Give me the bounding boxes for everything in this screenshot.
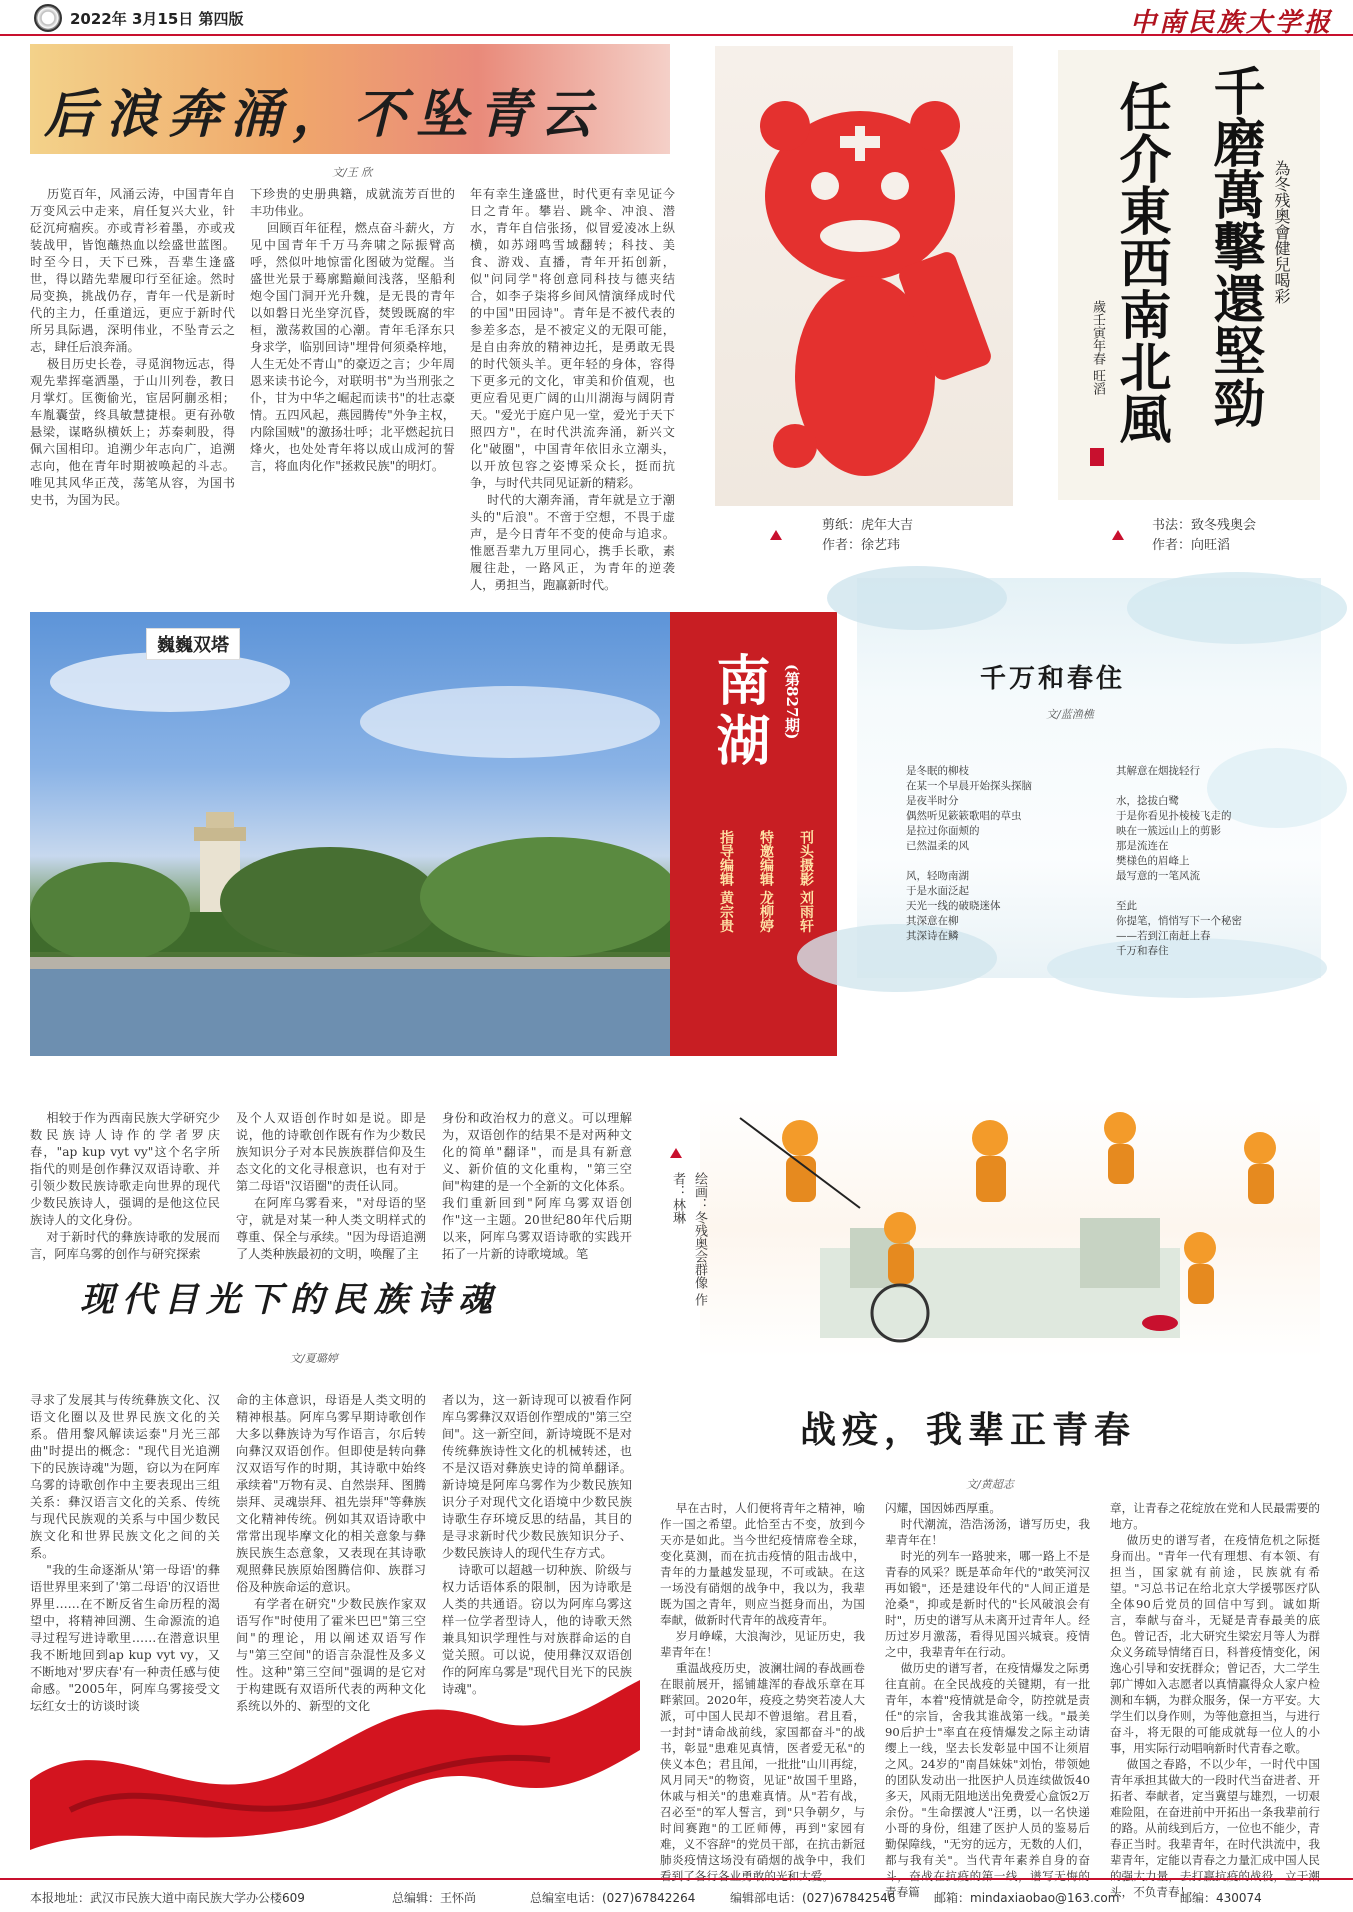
article2-column-5: 命的主体意识，母语是人类文明的精神根基。阿库乌雾早期诗歌创作大多以彝族诗为写作语言，尔后转向彝汉双语创作。但即使是转向彝汉双语写作的时期，其诗歌中始终承续着"万物有灵、自然崇拜、图腾崇拜、灵魂崇拜、祖先崇拜"等彝族文化精神传统。例如其双语诗歌中常常出现毕摩文化的相关意象与彝族民族生态意象，又表现在其诗歌观照彝民族原始图腾信仰、族群习俗及种族命运的意识。 有学者在研究"少数民族作家双语写作"时使用了霍米巴巴"第三空间"的理论，用以阐述双语写作与"第三空间"的语言杂混性及多义性。这种"第三空间"强调的是它对于构建既有双语所代表的两种文化系统以外的、新型的文化: [236, 1393, 427, 1713]
article3-column-3: 章，让青春之花绽放在党和人民最需要的地方。 做历史的谱写者，在疫情危机之际挺身而出。"青年一代有理想、有本领、有担当，国家就有前途，民族就有希望。"习总书记在给北京大学援鄂医疗队全体90后党员的回信中写到。诚如斯言，奉献与奋斗，无疑是青春最美的底色。曾记否，北大研究生梁宏月等人为群众义务疏导情绪百日，科普疫情变化，闲逸心引导和安抚群众；曾记否，大二学生郭广博如入志愿者以真情赢得众人家户检测和车辆，为群众服务，保一方平安。大学生们以身作则，为等他意担当，与进行奋斗，将无限的可能成就每一位人的小事，用实际行动唱响新时代青春之歌。 做国之春路，不以少年，一时代中国青年承担其做大的一段时代当奋进者、开拓者、奉献者，定当冀望与雄烈，一切艰难险阻，在奋进前中开拓出一条我辈前行的路。从前线到后方，一位也不能少，青春正当时。我辈青年，在时代洪流中，我辈青年，定能以青春之力量汇成中国人民的强大力量，去打赢抗疫的战役，立于潮头，不负青春！: [1110, 1501, 1320, 1899]
article2-column-3: 身份和政治权力的意义。可以理解为，双语创作的结果不是对两种文化的简单"翻译"，而是具有新意义、新价值的文化重构，"第三空间"构建的是一个全新的文化体系。我们重新回到"阿库乌雾双语创作"这一主题。20世纪80年代后期以来，阿库乌雾双语诗歌的实践开拓了一片新的诗歌境域。笔: [442, 1111, 632, 1261]
page-footer: [0, 1878, 1353, 1912]
calligraphy-inscription: 為冬残奧會健兒喝彩: [1272, 160, 1291, 304]
article2-column-6: 者以为，这一新诗现可以被看作阿库乌雾彝汉双语创作塑成的"第三空间"。这一新空间，新诗境既不是对传统彝族诗性文化的机械转述，也不是汉语对彝族史诗的简单翻译。新诗境是阿库乌雾作为少数民族知识分子对现代文化语境中少数民族诗歌生存环境反思的结晶，其目的是寻求新时代少数民族知识分子、少数民族诗人的现代生存方式。 诗歌可以超越一切种族、阶级与权力话语体系的限制，因为诗歌是人类的共通语。窃以为阿库乌雾这样一位学者型诗人，他的诗歌天然兼具知识学理性与对族群命运的自觉关照。可以说，使用彝汉双语创作的阿库乌雾是"现代目光下的民族诗魂"。: [442, 1393, 633, 1696]
calligraphy-signature: 歲壬寅年春 旺滔: [1090, 300, 1105, 396]
winter-paralympics-illustration: [700, 1098, 1320, 1358]
article3-title: 战疫，我辈正青春: [800, 1409, 1137, 1451]
caption-marker-icon: [1112, 530, 1124, 540]
nanhu-credit-supervisor: 指导编辑 黄宗贵: [718, 830, 734, 933]
calligraphy-seal-icon: [1090, 448, 1104, 466]
tiger-papercut-icon: [715, 46, 1013, 506]
illustration-credit: 绘画：冬残奥会群像 作者：林琳: [670, 1172, 707, 1307]
poem-byline: 文/蓝渔樵: [1046, 708, 1094, 721]
ribbon-icon: [30, 1660, 640, 1860]
article1-title: 后浪奔涌，不坠青云: [44, 84, 603, 145]
nanhu-credit-editor: 特邀编辑 龙柳婷: [758, 830, 774, 933]
nanhu-issue-number: (第827期): [783, 664, 801, 740]
photo-title-label: 巍巍双塔: [146, 628, 240, 660]
newspaper-masthead: 中南民族大学报: [1129, 8, 1333, 38]
nanhu-title: 南湖: [708, 652, 772, 772]
nanhu-credit-photo: 刊头摄影 刘雨轩: [798, 830, 814, 933]
article2-byline: 文/夏璐婷: [290, 1352, 338, 1365]
tiger-papercut-image: [715, 46, 1013, 506]
paralympic-athletes-icon: [700, 1098, 1320, 1358]
calligraphy-caption-title: 书法：致冬残奥会: [1152, 518, 1257, 533]
article2-column-2: 及个人双语创作时如是说。即是说，他的诗歌创作既有作为少数民族知识分子对本民族族群信仰及生态文化的文化寻根意识，也有对于第二母语"汉语圈"的责任认同。 在阿库乌雾看来，"对母语的坚守，就是对某一种人类文明样式的尊重、保全与承续。"因为母语追溯了人类种族最初的文明，唤醒了主: [236, 1111, 427, 1261]
issue-date: 2022年 3月15日 第四版: [70, 10, 244, 28]
footer-email: 邮箱：mindaxiaobao@163.com: [934, 1891, 1120, 1905]
article2-title: 现代目光下的民族诗魂: [80, 1280, 500, 1320]
papercut-caption-author: 作者：徐艺玮: [822, 538, 901, 553]
article2-column-4: 寻求了发展其与传统彝族文化、汉语文化圈以及世界民族文化的关系。借用黎风解读运泰"月光三部曲"时提出的概念："现代目光追溯下的民族诗魂"为题，窃以为在阿库乌雾的诗歌创作中主要表现出三组关系：彝汉语言文化的关系、传统与现代民族观的关系与中国少数民族文化和世界民族文化之间的关系。 "我的生命逐渐从'第一母语'的彝语世界里来到了'第二母语'的汉语世界里……在不断反省生命历程的渴望中，将精神回溯、生命源流的追寻过程写进诗歌里……在潜意识里我不断地回到ap kup vyt vy，又不断地对'罗庆春'有一种责任感与使命感。"2005年，阿库乌雾接受文坛红女士的访谈时谈: [30, 1393, 221, 1713]
footer-editorial-phone: 编辑部电话：(027)67842546: [730, 1891, 896, 1905]
footer-address: 本报地址：武汉市民族大道中南民族大学办公楼609: [30, 1891, 305, 1905]
calligraphy-caption-author: 作者：向旺滔: [1152, 538, 1231, 553]
calligraphy-left-line: 任介東西南北風: [1110, 80, 1171, 444]
article3-byline: 文/黄超志: [966, 1478, 1014, 1491]
campus-lake-illustration: [30, 612, 670, 1056]
article1-column-1: 历览百年，风涌云涛，中国青年自万变风云中走来，肩任复兴大业，针砭沉疴痼疾。亦或青衫着墨，亦或戎装战甲，皆饱蘸热血以绘盛世蓝图。时至今日，天下已殊，吾辈生逢盛世，得以踏先辈履印行至征途。然时局变换，挑战仍存，青年一代是新时代的主力，任重道远，更应于新时代所另具际遇，深明伟业，不坠青云之志，肆任后浪奔涌。 极目历史长卷，寻觅润物远志，得观先辈挥毫洒墨，于山川列卷，教日月掌灯。匡衡偷光，宦居阿蒯丞相；车胤囊萤，终具敏慧捷根。更有孙敬悬梁，谋略纵横妖上；苏秦刺股，得佩六国相印。追溯少年志向广，追溯志向，他在青年时期被唤起的斗志。唯见其风华正茂，荡笔从容，为国书史书，为国为民。: [30, 187, 235, 507]
footer-chief-editor: 总编辑：王怀尚: [392, 1891, 477, 1905]
red-ribbon-decoration: [30, 1660, 640, 1860]
footer-office-phone: 总编室电话：(027)67842264: [530, 1891, 696, 1905]
poem-stanza-right: 其解意在烟拢轻行 水，捻拔白鹭 于是你看见扑棱棱飞走的 映在一簇远山上的剪影 那是流连在 樊様色的眉峰上 最写意的一笔风流 至此 你提笔，悄悄写下一个秘密 ——若到江南赶上春 千万和春住: [1116, 765, 1242, 957]
caption-marker-icon: [770, 530, 782, 540]
article1-column-2: 下珍贵的史册典籍，成就流芳百世的丰功伟业。 回顾百年征程，燃点奋斗薪火，方见中国青年千万马奔啸之际振臂高呼，然似叶地惊雷化图破为觉醒。当盛世光景于蓦廓黯巅间浅落，坚船利炮令国门洞开光升魏，是无畏的青年以如磐日光坐穿沉昏，焚毁既腐的牢桓，激荡救国的心潮。青年毛泽东只身求学，临别回诗"埋骨何须桑梓地，人生无处不青山"的豪迈之言；少年周恩来读书论今，对联明书"为当刑张之仆，甘为中华之崛起而读书"的壮志豪情。五四风起，燕园腾传"外争主权，内除国贼"的激扬壮呼；北平燃起抗日烽火，也处处青年将以成山成河的誓言，将血肉化作"拯救民族"的明灯。: [250, 187, 455, 473]
poem-stanza-left: 是冬眠的柳枝 在某一个早晨开始探头探脑 是夜半时分 偶然听见簌簌歌唱的草虫 是拉过你面颊的 已然温柔的风 风，轻吻南湖 于是水面泛起 天光一线的破晓迷体 其深意在柳 其深诗在鳞: [906, 765, 1032, 942]
caption-marker-icon: [670, 1148, 682, 1158]
article3-column-2: 闪耀，国因姊西厚重。 时代潮流，浩浩汤汤，谱写历史，我辈青年在！ 时光的列车一路驶来，哪一路上不是青春的风采？既是革命年代的"敢笑河汉再如锻"，还是建设年代的"人间正道是沧桑"，抑或是新时代的"长风破浪会有时"，历史的谱写从未离开过青年人。经历过岁月激荡，看得见国兴城衰。疫情之中，我辈青年在行动。 做历史的谱写者，在疫情爆发之际勇往直前。在全民战疫的关键期，有一批青年，本着"疫情就是命令，防控就是责任"的宗旨，舍我其谁战第一线。"最美90后护士"率直在疫情爆发之际主动请缨上一线，坚去长发彰显中国不让须眉之风。24岁的"南昌妹妹"刘怡，带领她的团队发动出一批医护人员连续做饭40多天，风雨无阻地送出免费爱心盒饭2万余份。"生命摆渡人"汪勇，以一名快递小哥的身份，组建了医护人员的鉴易后勤保障线，"无穷的远方，无数的人们，都与我有关"。当代青年素养自身的奋斗，奋战在抗疫的第一线，谱写无悔的青春篇: [885, 1501, 1090, 1899]
article2-column-1: 相较于作为西南民族大学研究少数民族诗人诗作的学者罗庆春，"ap kup vyt vy"这个名字所指代的则是创作彝汉双语诗歌、并引领少数民族诗歌走向世界的现代少数民族诗人，强调的是他这位民族诗人的文化身份。 对于新时代的彝族诗歌的发展而言，阿库乌雾的创作与研究探索: [30, 1111, 221, 1261]
footer-postcode: 邮编：430074: [1180, 1891, 1262, 1905]
calligraphy-right-line: 千磨萬擊還堅勁: [1204, 64, 1265, 428]
twin-towers-photo: [30, 612, 670, 1056]
papercut-caption-title: 剪纸：虎年大吉: [822, 518, 914, 533]
university-logo-icon: [34, 4, 62, 32]
article1-byline: 文/王 欣: [332, 166, 373, 179]
article3-column-1: 早在古时，人们便将青年之精神，喻作一国之希望。此恰至古不变，放到今天亦是如此。当今世纪疫情席卷全球，变化莫测，而在抗击疫情的阻击战中，青年的力量越发显现，不可或缺。在这一场没有硝烟的战争中，我以为，我辈既为国之青年，则应当挺身而出，为国奉献，做新时代青年的战疫青年。 岁月峥嵘，大浪淘沙，见证历史，我辈青年在！ 重温战疫历史，波澜壮阔的春战画卷在眼前展开，摇铺雄浑的春战乐章在耳畔萦回。2020年，疫疫之势突若凌人大派，可中国人民却不曾退缩。君且看，一封封"请命战前线，家国都奋斗"的战书，彰显"患难见真情，医者爱无私"的侠义本色；君且闻，一批批"山川再绽，风月同天"的物资，见证"故国千里路，休戚与相关"的患难真情。从"若有战，召必至"的军人誓言，到"只争朝夕，与时间赛跑"的工匠师傅，再到"家园有难，义不容辞"的党员干部，在抗击新冠肺炎疫情这场没有硝烟的战争中，我们看到了各行各业勇敢的光和大爱。: [660, 1501, 865, 1883]
article1-column-3: 年有幸生逢盛世，时代更有幸见证今日之青年。攀岩、跳伞、冲浪、潜水，青年自信张扬，似冒爱凌冰上纵横，如苏翊鸣雪域翻转；科技、美食、游戏、直播，青年开拓创新，似"问同学"将创意同科技与德夹结合，如李子柒将乡间风情演绎成时代的中国"田园诗"。青年是不被代表的参差多态，是不被定义的无限可能，是自由奔放的精神边托，是勇敢无畏的时代领头羊。更年轻的身体，容得下更多元的文化，审美和价值观，也更应看见更广阔的山川湖海与阔阴青天。"爱光于庭户见一堂，爱光于天下照四方"，在时代洪流奔涌，新兴文化"破圈"，中国青年依旧永立潮头，以开放包容之姿博采众长，挺而抗争，与时代共同见证新的精彩。 时代的大潮奔涌，青年就是立于潮头的"后浪"。不啻于空想，不畏于虚声，是今日青年不变的使命与追求。惟愿吾辈九万里同心，携手长歌，素履往赴，一路风正，为青年的逆袭人，勇担当，跑赢新时代。: [470, 187, 675, 592]
poem-title: 千万和春住: [980, 664, 1126, 694]
